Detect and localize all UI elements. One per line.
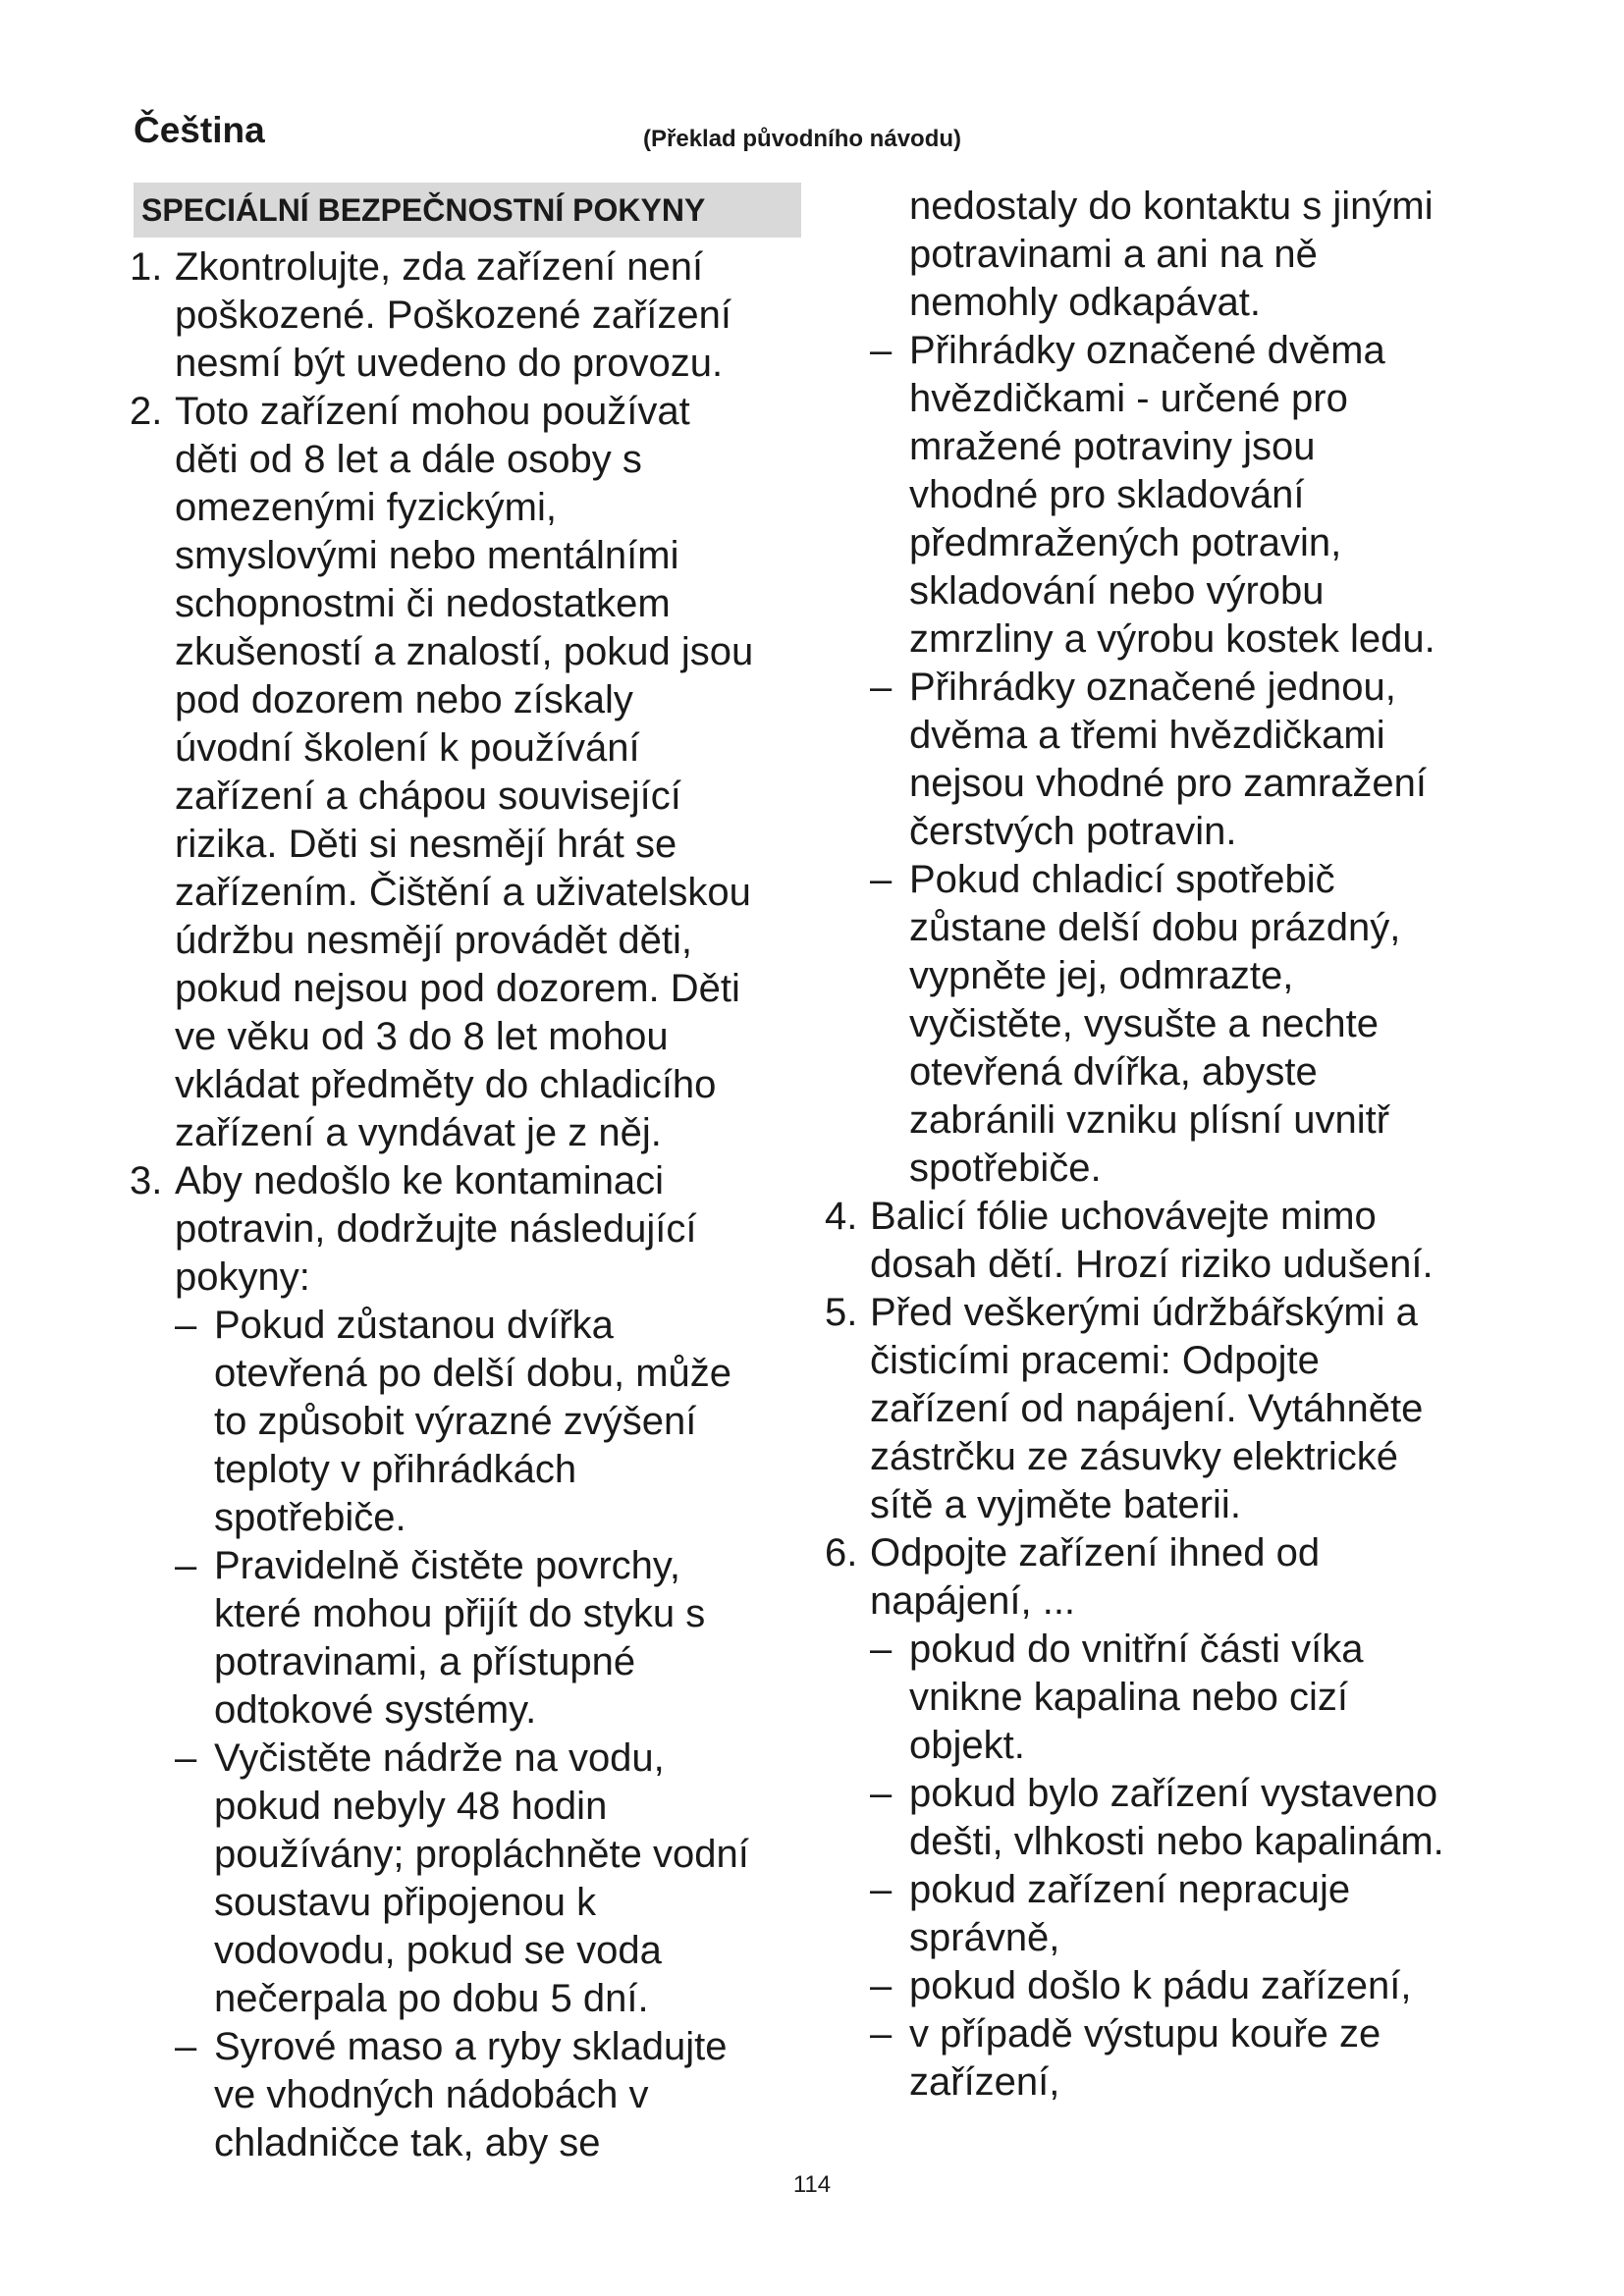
dash-item [175, 1302, 817, 1542]
dash-item [175, 2023, 817, 2167]
text-line: používány; propláchněte vodní [214, 1833, 749, 1876]
text-line: vnikne kapalina nebo cizí [909, 1676, 1348, 1719]
dash-item-text [175, 1735, 817, 2023]
item-text [825, 1529, 1512, 1626]
language-label: Čeština [134, 110, 265, 150]
text-line: které mohou přijít do styku s [214, 1592, 706, 1635]
dash-item [870, 856, 1512, 1193]
section-heading: SPECIÁLNÍ BEZPEČNOSTNÍ POKYNY [134, 183, 801, 238]
text-line: nedostaly do kontaktu s jinými [909, 185, 1434, 228]
text-line: poškozené. Poškozené zařízení [175, 294, 732, 337]
dash-item [870, 1866, 1512, 1962]
text-line: děti od 8 let a dále osoby s [175, 438, 642, 481]
text-line: Přihrádky označené jednou, [909, 666, 1396, 709]
text-line: soustavu připojenou k [214, 1881, 597, 1924]
text-line: čerstvých potravin. [909, 810, 1237, 853]
text-line: otevřená po delší dobu, může [214, 1352, 732, 1395]
text-line: Před veškerými údržbářskými a [870, 1291, 1418, 1334]
text-line: potravin, dodržujte následující [175, 1207, 697, 1251]
text-line: Odpojte zařízení ihned od [870, 1531, 1321, 1575]
text-line: ve vhodných nádobách v [214, 2073, 649, 2116]
right-dash-list-top [825, 327, 1512, 1193]
text-line: mražené potraviny jsou [909, 425, 1316, 468]
text-line: ve věku od 3 do 8 let mohou [175, 1015, 669, 1058]
dash-item [175, 1542, 817, 1735]
dash-bullet: – [870, 1964, 893, 2007]
dash-item-text [870, 327, 1512, 664]
dash-bullet: – [870, 2012, 893, 2056]
text-line: teploty v přihrádkách [214, 1448, 577, 1491]
numbered-item [825, 1289, 1512, 1529]
dash-item [870, 327, 1512, 664]
item-text [130, 243, 817, 388]
dash-bullet: – [175, 2025, 197, 2068]
text-line: správně, [909, 1916, 1060, 1959]
right-column [825, 183, 1512, 2107]
text-line: Balicí fólie uchovávejte mimo [870, 1195, 1377, 1238]
dash-item [175, 1735, 817, 2023]
text-line: Vyčistěte nádrže na vodu, [214, 1736, 665, 1780]
left-column [130, 183, 817, 2167]
text-line: napájení, ... [870, 1579, 1076, 1623]
dash-item-text [870, 664, 1512, 856]
dash-item-text [175, 1302, 817, 1542]
text-line: pokud nebyly 48 hodin [214, 1785, 608, 1828]
text-line: zařízení, [909, 2060, 1060, 2104]
dash-bullet: – [175, 1736, 197, 1780]
left-numbered-list [130, 243, 817, 1302]
text-line: zkušeností a znalostí, pokud jsou [175, 630, 754, 673]
text-line: odtokové systémy. [214, 1688, 537, 1732]
text-line: rizika. Děti si nesmějí hrát se [175, 823, 677, 866]
text-line: nesmí být uvedeno do provozu. [175, 342, 724, 385]
text-line: předmražených potravin, [909, 521, 1342, 564]
dash-item-text [870, 856, 1512, 1193]
text-line: spotřebiče. [214, 1496, 406, 1539]
text-line: Toto zařízení mohou používat [175, 390, 690, 433]
item-number: 4. [825, 1195, 858, 1238]
item-number: 1. [130, 245, 163, 289]
page-number: 114 [792, 2171, 832, 2198]
text-line: zůstane delší dobu prázdný, [909, 906, 1401, 949]
dash-bullet: – [870, 329, 893, 372]
dash-item [870, 1626, 1512, 1770]
dash-bullet: – [175, 1304, 197, 1347]
text-line: pod dozorem nebo získaly [175, 678, 633, 721]
item-number: 5. [825, 1291, 858, 1334]
text-line: Přihrádky označené dvěma [909, 329, 1385, 372]
item-number: 2. [130, 390, 163, 433]
item-text [825, 1289, 1512, 1529]
text-line: potravinami, a přístupné [214, 1640, 636, 1683]
text-line: vypněte jej, odmrazte, [909, 954, 1294, 997]
dash-item-text [870, 1626, 1512, 1770]
text-line: nečerpala po dobu 5 dní. [214, 1977, 649, 2020]
text-line: omezenými fyzickými, [175, 486, 557, 529]
numbered-item [825, 1193, 1512, 1289]
item-text [825, 1193, 1512, 1289]
dash-bullet: – [870, 1868, 893, 1911]
left-dash-list [130, 1302, 817, 2167]
text-line: pokud zařízení nepracuje [909, 1868, 1351, 1911]
dash-item [870, 1962, 1512, 2010]
numbered-item [130, 1157, 817, 1302]
numbered-item [130, 388, 817, 1157]
text-line: objekt. [909, 1724, 1025, 1767]
dash-item [870, 1770, 1512, 1866]
text-line: pokud nejsou pod dozorem. Děti [175, 967, 740, 1010]
item-text [130, 388, 817, 1157]
dash-bullet: – [870, 1772, 893, 1815]
text-line: Aby nedošlo ke kontaminaci [175, 1159, 665, 1202]
text-line: Syrové maso a ryby skladujte [214, 2025, 728, 2068]
right-dash-list-bottom [825, 1626, 1512, 2107]
text-line: dvěma a třemi hvězdičkami [909, 714, 1385, 757]
dash-item-text [175, 1542, 817, 1735]
text-line: skladování nebo výrobu [909, 569, 1325, 613]
dash-bullet: – [870, 1628, 893, 1671]
text-line: dešti, vlhkosti nebo kapalinám. [909, 1820, 1444, 1863]
numbered-item [130, 243, 817, 388]
text-line: údržbu nesmějí provádět děti, [175, 919, 692, 962]
text-line: zařízení a chápou související [175, 774, 681, 818]
text-line: spotřebiče. [909, 1147, 1102, 1190]
text-line: dosah dětí. Hrozí riziko udušení. [870, 1243, 1434, 1286]
dash-bullet: – [175, 1544, 197, 1587]
dash-item [870, 2010, 1512, 2107]
text-line: pokud bylo zařízení vystaveno [909, 1772, 1438, 1815]
text-line: smyslovými nebo mentálními [175, 534, 679, 577]
text-line: v případě výstupu kouře ze [909, 2012, 1381, 2056]
text-line: otevřená dvířka, abyste [909, 1050, 1318, 1094]
text-line: pokud došlo k pádu zařízení, [909, 1964, 1412, 2007]
dash-item-text [870, 1866, 1512, 1962]
text-line: zařízení a vyndávat je z něj. [175, 1111, 662, 1154]
text-line: vhodné pro skladování [909, 473, 1305, 516]
text-line: sítě a vyjměte baterii. [870, 1483, 1241, 1526]
text-line: nejsou vhodné pro zamražení [909, 762, 1427, 805]
text-line: zmrzliny a výrobu kostek ledu. [909, 617, 1435, 661]
text-line: Pokud chladicí spotřebič [909, 858, 1335, 901]
text-line: vkládat předměty do chladicího [175, 1063, 717, 1106]
text-line: pokud do vnitřní části víka [909, 1628, 1364, 1671]
text-line: Pokud zůstanou dvířka [214, 1304, 614, 1347]
item-text [130, 1157, 817, 1302]
right-numbered-list [825, 1193, 1512, 1626]
dash-item [870, 664, 1512, 856]
dash-bullet: – [870, 858, 893, 901]
text-line: zabránili vzniku plísní uvnitř [909, 1098, 1390, 1142]
dash-item-text [870, 1962, 1512, 2010]
text-line: potravinami a ani na ně [909, 233, 1318, 276]
text-line: zařízení od napájení. Vytáhněte [870, 1387, 1424, 1430]
text-line: zařízením. Čištění a uživatelskou [175, 871, 751, 914]
text-line: vyčistěte, vysušte a nechte [909, 1002, 1380, 1045]
text-line: čisticími pracemi: Odpojte [870, 1339, 1320, 1382]
numbered-item [825, 1529, 1512, 1626]
text-line: zástrčku ze zásuvky elektrické [870, 1435, 1398, 1478]
text-line: to způsobit výrazné zvýšení [214, 1400, 697, 1443]
item-number: 6. [825, 1531, 858, 1575]
document-subtitle: (Překlad původního návodu) [643, 126, 962, 152]
continued-text [825, 183, 1512, 327]
text-line: hvězdičkami - určené pro [909, 377, 1348, 420]
text-line: Pravidelně čistěte povrchy, [214, 1544, 681, 1587]
text-line: chladničce tak, aby se [214, 2121, 601, 2164]
dash-bullet: – [870, 666, 893, 709]
text-line: pokyny: [175, 1255, 310, 1299]
item-number: 3. [130, 1159, 163, 1202]
text-line: vodovodu, pokud se voda [214, 1929, 662, 1972]
continuation-text [870, 183, 1512, 327]
text-line: schopnostmi či nedostatkem [175, 582, 671, 625]
text-line: nemohly odkapávat. [909, 281, 1262, 324]
text-line: úvodní školení k používání [175, 726, 640, 770]
text-line: Zkontrolujte, zda zařízení není [175, 245, 704, 289]
dash-item-text [870, 2010, 1512, 2107]
dash-item-text [175, 2023, 817, 2167]
dash-item-text [870, 1770, 1512, 1866]
